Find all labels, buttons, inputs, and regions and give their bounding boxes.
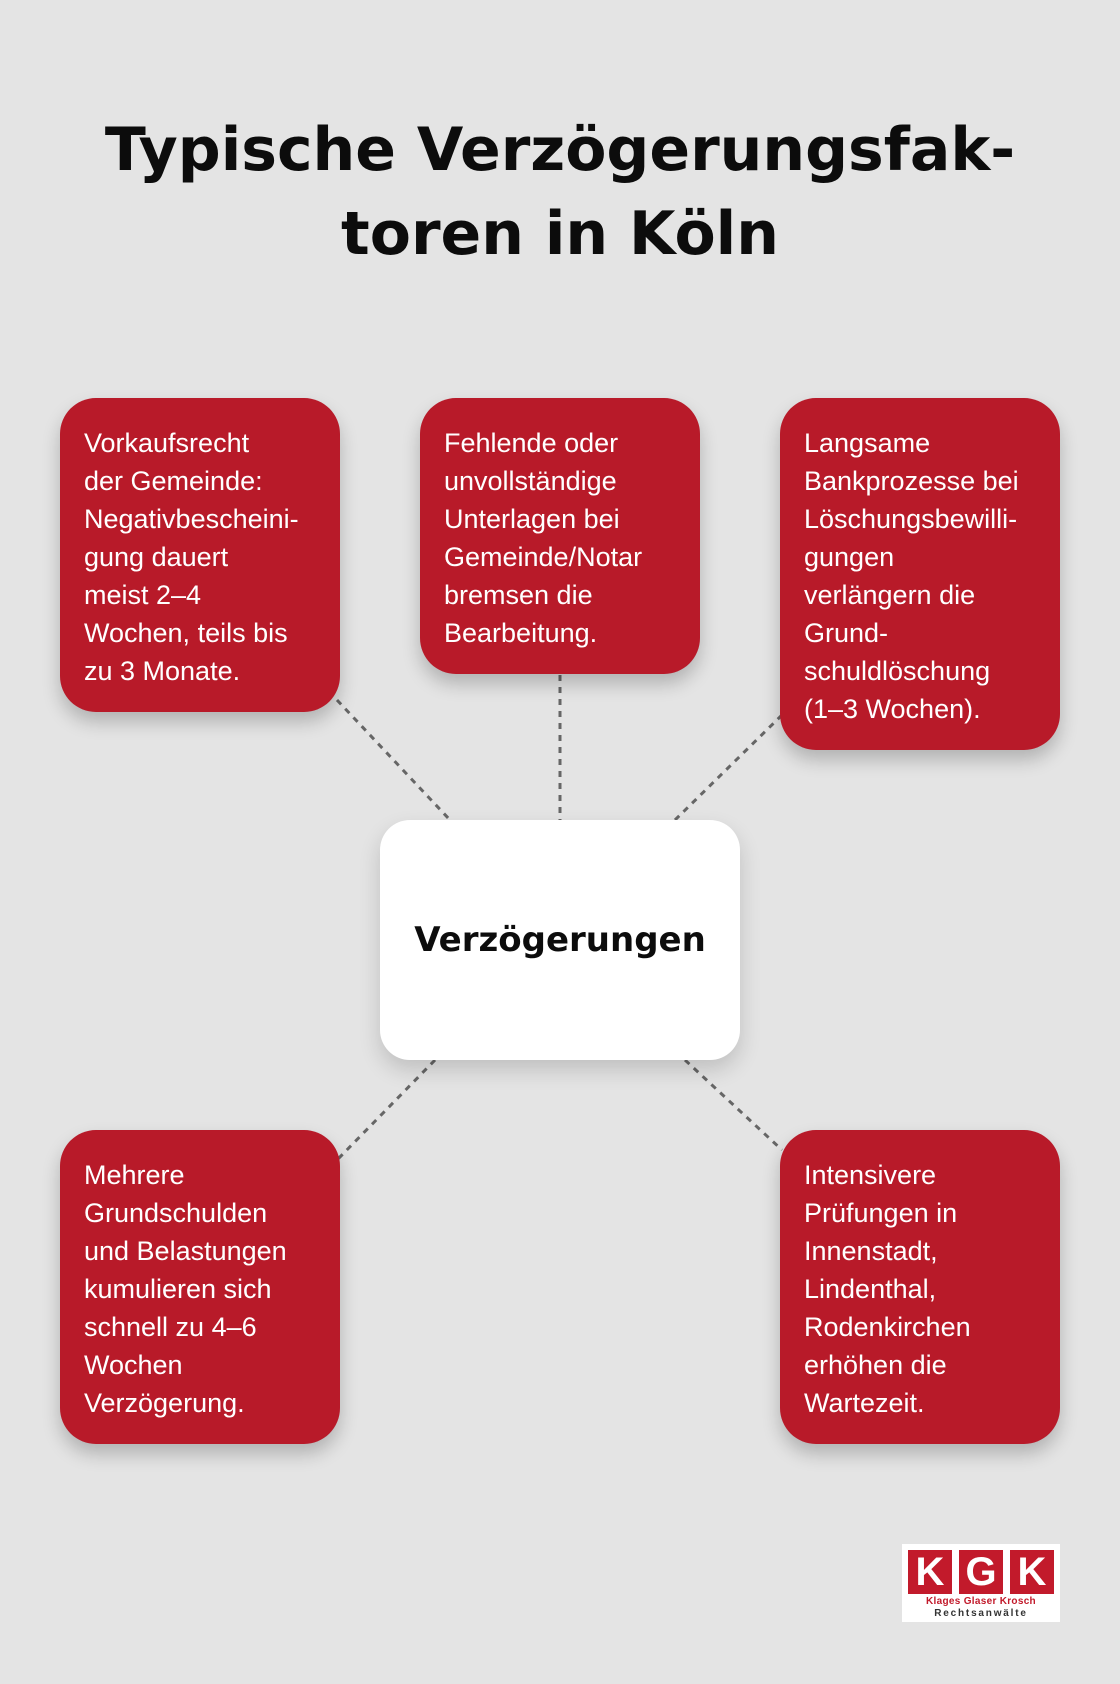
kgk-logo xyxy=(902,1544,1060,1622)
center-node-label: Verzögerungen xyxy=(414,920,706,960)
connector-bottom-left xyxy=(337,1060,435,1160)
logo-letters xyxy=(908,1550,1054,1594)
factor-card-text: Langsame Bankprozesse bei Löschungsbewilli- gungen verlängern die Grund- schuldlöschung (1–3 Wochen). xyxy=(804,428,1019,724)
center-node xyxy=(380,820,740,1060)
factor-card-vorkaufsrecht xyxy=(60,398,340,712)
logo-letter-k2: K xyxy=(1010,1550,1054,1594)
connector-top-left xyxy=(337,700,450,820)
factor-card-text: Intensivere Prüfungen in Innenstadt, Lindenthal, Rodenkirchen erhöhen die Wartezeit. xyxy=(804,1160,971,1418)
factor-card-pruefungen xyxy=(780,1130,1060,1444)
factor-card-text: Fehlende oder unvollständige Unterlagen bei Gemeinde/Notar bremsen die Bearbeitung. xyxy=(444,428,643,648)
factor-card-bankprozesse xyxy=(780,398,1060,750)
factor-card-grundschulden xyxy=(60,1130,340,1444)
logo-letter-k: K xyxy=(908,1550,952,1594)
logo-names: Klages Glaser Krosch xyxy=(926,1596,1036,1607)
logo-subtitle: Rechtsanwälte xyxy=(934,1608,1028,1619)
page-title-line-1: Typische Verzögerungsfak- xyxy=(104,115,1016,185)
factor-card-text: Vorkaufsrecht der Gemeinde: Negativbescheini- gung dauert meist 2–4 Wochen, teils bis zu 3 Monate. xyxy=(84,428,299,686)
connector-bottom-right xyxy=(685,1060,782,1150)
page-title-line-2: toren in Köln xyxy=(341,199,779,269)
logo-letter-g: G xyxy=(959,1550,1003,1594)
factor-card-unterlagen xyxy=(420,398,700,674)
connector-top-right xyxy=(675,715,782,820)
factor-card-text: Mehrere Grundschulden und Belastungen kumulieren sich schnell zu 4–6 Wochen Verzögerung. xyxy=(84,1160,287,1418)
